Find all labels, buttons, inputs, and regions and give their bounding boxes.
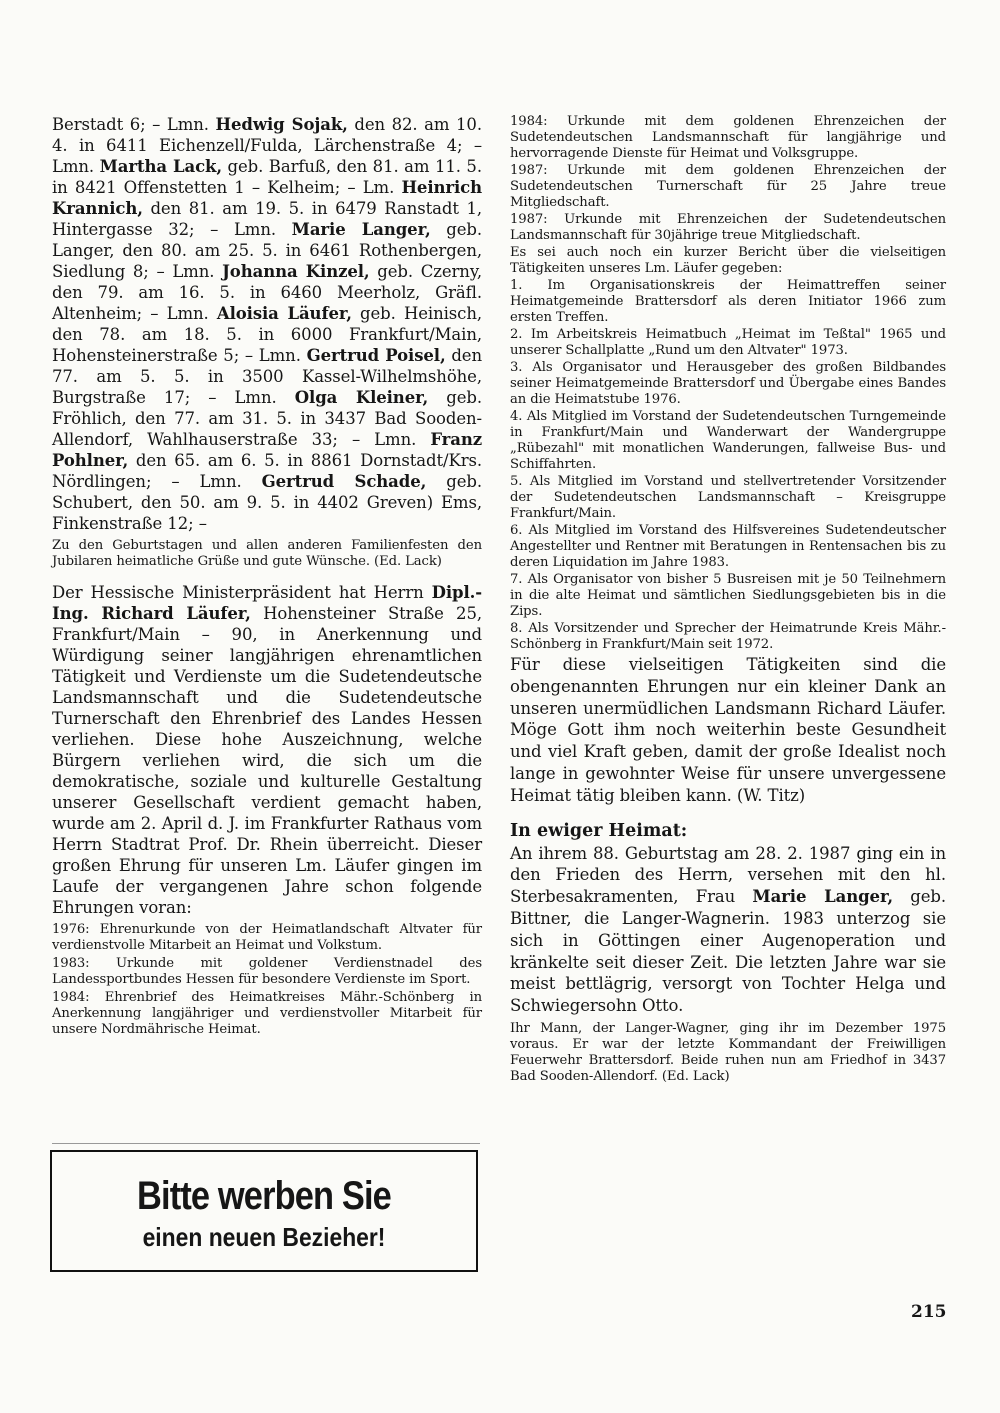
paragraph <box>510 409 946 473</box>
paragraph <box>510 163 946 211</box>
paragraph <box>510 843 946 1017</box>
person-name: Heinrich Krannich, <box>52 178 482 218</box>
paragraph <box>52 956 482 988</box>
advert-subline: einen neuen Bezieher! <box>142 1222 386 1252</box>
paragraph <box>510 474 946 522</box>
paragraph <box>510 245 946 277</box>
text-run: den 65. am 6. 5. in 8861 Dornstadt/Krs. Nördlingen; – Lmn. <box>52 451 482 491</box>
paragraph <box>510 654 946 807</box>
paragraph <box>510 212 946 244</box>
person-name: Dipl.-Ing. Richard Läufer, <box>52 583 482 623</box>
text-run: geb. Czerny, den 79. am 16. 5. in 6460 Meerholz, Gräfl. Altenheim; – Lmn. <box>52 262 482 323</box>
person-name: Marie Langer, <box>291 220 431 239</box>
text-run: 1. Im Organisationskreis der Heimattreffen seiner Heimatgemeinde Brattersdorf als deren Initiator 1966 zum ersten Treffen. <box>510 278 946 325</box>
right-paragraphs <box>510 114 946 807</box>
advert-box <box>50 1150 478 1272</box>
divider <box>52 1143 480 1144</box>
person-name: Hedwig Sojak, <box>215 115 348 134</box>
text-run: geb. Langer, den 80. am 25. 5. in 6461 Rothenbergen, Siedlung 8; – Lmn. <box>52 220 482 281</box>
text-run: geb. Barfuß, den 81. am 11. 5. in 8421 Offenstetten 1 – Kelheim; – Lm. <box>52 157 482 197</box>
text-run: 1984: Urkunde mit dem goldenen Ehrenzeichen der Sudetendeutschen Landsmannschaft für langjährige und hervorragende Dienste für Heimat und Volksgruppe. <box>510 114 946 161</box>
paragraph <box>510 114 946 162</box>
obituary-text <box>510 843 946 1085</box>
paragraph <box>52 990 482 1038</box>
left-column <box>52 114 482 1040</box>
text-run: 1983: Urkunde mit goldener Verdienstnadel des Landessportbundes Hessen für besondere Verdienste im Sport. <box>52 956 482 987</box>
person-name: Gertrud Poisel, <box>306 346 446 365</box>
text-run: An ihrem 88. Geburtstag am 28. 2. 1987 ging ein in den Frieden des Herrn, versehen mit den hl. Sterbesakramenten, Frau <box>510 843 946 907</box>
text-run: geb. Fröhlich, den 77. am 31. 5. in 3437 Bad Sooden-Allendorf, Wahlhauserstraße 33; – Lmn. <box>52 388 482 449</box>
paragraph <box>52 114 482 534</box>
text-run: geb. Schubert, den 50. am 9. 5. in 4402 Greven) Ems, Finkenstraße 12; – <box>52 472 482 533</box>
page-number: 215 <box>911 1302 947 1322</box>
paragraph <box>510 278 946 326</box>
paragraph <box>510 523 946 571</box>
paragraph <box>510 327 946 359</box>
text-run: Zu den Geburtstagen und allen anderen Familienfesten den Jubilaren heimatliche Grüße und gute Wünsche. (Ed. Lack) <box>52 538 482 569</box>
person-name: Aloisia Läufer, <box>216 304 352 323</box>
text-run: Es sei auch noch ein kurzer Bericht über die vielseitigen Tätigkeiten unseres Lm. Läufer gegeben: <box>510 245 946 276</box>
text-run: 6. Als Mitglied im Vorstand des Hilfsvereines Sudetendeutscher Angestellter und Rentner mit Beratungen in Rentensachen bis zu deren Liquidation im Jahre 1983. <box>510 523 946 570</box>
text-run: 1976: Ehrenurkunde von der Heimatlandschaft Altvater für verdienstvolle Mitarbeit an Heimat und Volkstum. <box>52 922 482 953</box>
text-run: Der Hessische Ministerpräsident hat Herrn <box>52 583 432 602</box>
text-run: 1984: Ehrenbrief des Heimatkreises Mähr.-Schönberg in Anerkennung langjähriger und verdienstvoller Mitarbeit für unsere Nordmährische Heimat. <box>52 990 482 1037</box>
text-run: 2. Im Arbeitskreis Heimatbuch „Heimat im Teßtal" 1965 und unserer Schallplatte „Rund um den Altvater" 1973. <box>510 327 946 358</box>
text-run: geb. Heinisch, den 78. am 18. 5. in 6000 Frankfurt/Main, Hohensteinerstraße 5; – Lmn. <box>52 304 482 365</box>
text-run: Für diese vielseitigen Tätigkeiten sind die obengenannten Ehrungen nur ein kleiner Dank an unseren unermüdlichen Landsmann Richard Läufer. Möge Gott ihm noch weiterhin beste Gesundheit und viel Kraft geben, damit der große Idealist noch lange in gewohnter Weise für unsere unvergessene Heimat tätig bleiben kann. (W. Titz) <box>510 655 946 805</box>
right-column <box>510 114 946 1086</box>
person-name: Olga Kleiner, <box>294 388 429 407</box>
text-run: 1987: Urkunde mit Ehrenzeichen der Sudetendeutschen Landsmannschaft für 30jährige treue Mitgliedschaft. <box>510 212 946 243</box>
text-run: 1987: Urkunde mit dem goldenen Ehrenzeichen der Sudetendeutschen Turnerschaft für 25 Jahre treue Mitgliedschaft. <box>510 163 946 210</box>
advert-headline: Bitte werben Sie <box>137 1174 391 1218</box>
paragraph <box>52 538 482 570</box>
text-run: den 82. am 10. 4. in 6411 Eichenzell/Fulda, Lärchenstraße 4; – Lmn. <box>52 115 482 176</box>
text-run: 7. Als Organisator von bisher 5 Busreisen mit je 50 Teilnehmern in die alte Heimat und sämtlichen Siedlungsgebieten bis in die Zips. <box>510 572 946 619</box>
person-name: Franz Pohlner, <box>52 430 482 470</box>
text-run: Hohensteiner Straße 25, Frankfurt/Main – 90, in Anerkennung und Würdigung seiner langjährigen ehrenamtlichen Tätigkeit und Verdienste um die Sudetendeutsche Landsmannschaft und die Sudetendeutsche Turnerschaft den Ehrenbrief des Landes Hessen verliehen. Diese hohe Auszeichnung, welche Bürgern verliehen wird, die sich um die demokratische, soziale und kulturelle Gestaltung unserer Gesellschaft verdient gemacht haben, wurde am 2. April d. J. im Frankfurter Rathaus vom Herrn Stadtrat Prof. Dr. Rhein überreicht. Dieser großen Ehrung für unseren Lm. Läufer gingen im Laufe der vergangenen Jahre schon folgende Ehrungen voran: <box>52 604 483 917</box>
text-run: 3. Als Organisator und Herausgeber des großen Bildbandes seiner Heimatgemeinde Brattersdorf und Übergabe eines Bandes an die Heimatstube 1976. <box>510 360 946 407</box>
paragraph <box>510 360 946 408</box>
person-name: Gertrud Schade, <box>261 472 427 491</box>
paragraph <box>510 572 946 620</box>
text-run: 8. Als Vorsitzender und Sprecher der Heimatrunde Kreis Mähr.-Schönberg in Frankfurt/Main seit 1972. <box>510 621 946 652</box>
paragraph <box>52 582 482 918</box>
person-name: Johanna Kinzel, <box>222 262 370 281</box>
person-name: Marie Langer, <box>752 887 893 907</box>
text-run: den 81. am 19. 5. in 6479 Ranstadt 1, Hintergasse 32; – Lmn. <box>52 199 482 239</box>
paragraph <box>52 922 482 954</box>
text-run: 5. Als Mitglied im Vorstand und stellvertretender Vorsitzender der Sudetendeutschen Landsmannschaft – Kreisgruppe Frankfurt/Main. <box>510 474 946 521</box>
text-run: Ihr Mann, der Langer-Wagner, ging ihr im Dezember 1975 voraus. Er war der letzte Kommandant der Freiwilligen Feuerwehr Brattersdorf. Beide ruhen nun am Friedhof in 3437 Bad Sooden-Allendorf. (Ed. Lack) <box>510 1020 946 1084</box>
obituary-heading: In ewiger Heimat: <box>510 820 688 841</box>
text-run: 4. Als Mitglied im Vorstand der Sudetendeutschen Turngemeinde in Frankfurt/Main und Wanderwart der Wandergruppe „Rübezahl" mit monatlichen Wanderungen, fallweise Bus- und Schiffahrten. <box>510 409 946 472</box>
paragraph <box>510 621 946 653</box>
person-name: Martha Lack, <box>99 157 223 176</box>
paragraph <box>510 1021 946 1085</box>
text-run: geb. Bittner, die Langer-Wagnerin. 1983 unterzog sie sich in Göttingen einer Augenoperation und kränkelte seit dieser Zeit. Die letzten Jahre war sie meist bettlägrig, versorgt von Tochter Helga und Schwiegersohn Otto. <box>510 887 947 1016</box>
text-run: Berstadt 6; – Lmn. <box>52 115 216 134</box>
text-run: den 77. am 5. 5. in 3500 Kassel-Wilhelmshöhe, Burgstraße 17; – Lmn. <box>52 346 482 407</box>
